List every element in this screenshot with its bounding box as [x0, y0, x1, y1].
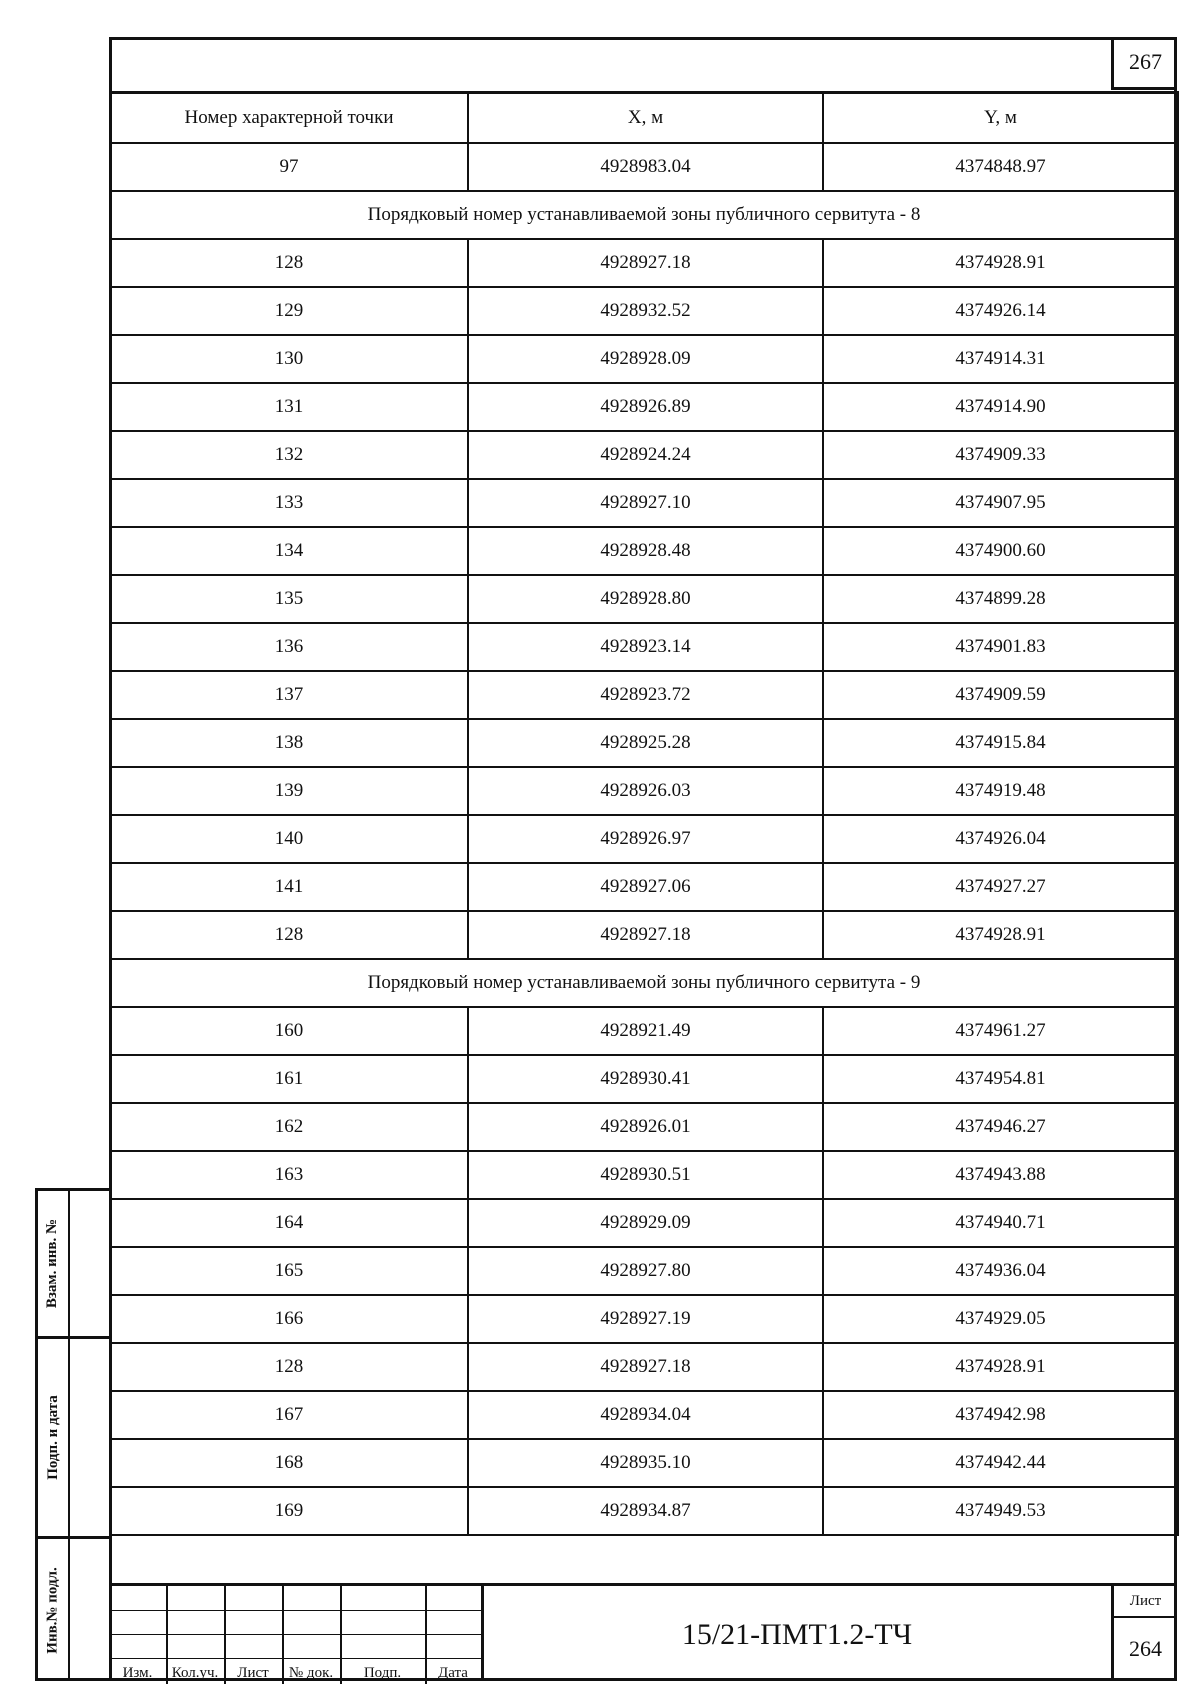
x-coordinate-cell: 4928927.18 — [468, 1343, 823, 1391]
point-number-cell: 128 — [110, 239, 468, 287]
section-heading-row — [110, 959, 1178, 1007]
x-coordinate-cell: 4928932.52 — [468, 287, 823, 335]
table-row — [110, 239, 1178, 287]
table-row — [110, 1343, 1178, 1391]
y-coordinate-cell: 4374909.33 — [823, 431, 1178, 479]
y-coordinate-cell: 4374848.97 — [823, 143, 1178, 191]
y-coordinate-cell: 4374899.28 — [823, 575, 1178, 623]
title-block-header-date: Дата — [438, 1665, 468, 1681]
table-row — [110, 287, 1178, 335]
table-row — [110, 719, 1178, 767]
y-coordinate-cell: 4374907.95 — [823, 479, 1178, 527]
table-row — [110, 1247, 1178, 1295]
x-coordinate-cell: 4928921.49 — [468, 1007, 823, 1055]
x-coordinate-cell: 4928927.10 — [468, 479, 823, 527]
point-number-cell: 161 — [110, 1055, 468, 1103]
x-coordinate-cell: 4928926.97 — [468, 815, 823, 863]
table-row — [110, 1487, 1178, 1535]
x-coordinate-cell: 4928929.09 — [468, 1199, 823, 1247]
table-row — [110, 863, 1178, 911]
x-coordinate-cell: 4928928.48 — [468, 527, 823, 575]
point-number-cell: 139 — [110, 767, 468, 815]
y-coordinate-cell: 4374919.48 — [823, 767, 1178, 815]
x-coordinate-cell: 4928927.06 — [468, 863, 823, 911]
y-coordinate-cell: 4374926.14 — [823, 287, 1178, 335]
x-coordinate-cell: 4928924.24 — [468, 431, 823, 479]
side-label-replaced-inv: Взам. инв. № — [38, 1191, 70, 1336]
x-coordinate-cell: 4928935.10 — [468, 1439, 823, 1487]
y-coordinate-cell: 4374914.31 — [823, 335, 1178, 383]
table-header-row — [110, 93, 1178, 144]
point-number-cell: 134 — [110, 527, 468, 575]
point-number-cell: 168 — [110, 1439, 468, 1487]
table-row — [110, 1151, 1178, 1199]
y-coordinate-cell: 4374949.53 — [823, 1487, 1178, 1535]
table-row — [110, 383, 1178, 431]
table-row — [110, 143, 1178, 191]
point-number-cell: 136 — [110, 623, 468, 671]
y-coordinate-cell: 4374909.59 — [823, 671, 1178, 719]
x-coordinate-cell: 4928925.28 — [468, 719, 823, 767]
y-coordinate-cell: 4374901.83 — [823, 623, 1178, 671]
table-row — [110, 1199, 1178, 1247]
sheet-number: 264 — [1129, 1636, 1162, 1661]
y-coordinate-cell: 4374928.91 — [823, 911, 1178, 959]
table-row — [110, 767, 1178, 815]
table-row — [110, 1439, 1178, 1487]
document-code: 15/21-ПМТ1.2-ТЧ — [483, 1583, 1111, 1684]
x-coordinate-cell: 4928930.41 — [468, 1055, 823, 1103]
y-coordinate-cell: 4374928.91 — [823, 239, 1178, 287]
x-coordinate-cell: 4928926.01 — [468, 1103, 823, 1151]
y-coordinate-cell: 4374954.81 — [823, 1055, 1178, 1103]
point-number-cell: 97 — [110, 143, 468, 191]
x-coordinate-cell: 4928930.51 — [468, 1151, 823, 1199]
x-coordinate-cell: 4928927.80 — [468, 1247, 823, 1295]
table-row — [110, 815, 1178, 863]
side-label-original-inv: Инв.№ подл. — [38, 1539, 70, 1681]
column-header-point: Номер характерной точки — [110, 93, 468, 144]
x-coordinate-cell: 4928934.87 — [468, 1487, 823, 1535]
point-number-cell: 132 — [110, 431, 468, 479]
x-coordinate-cell: 4928927.19 — [468, 1295, 823, 1343]
page-number-top: 267 — [1111, 37, 1177, 90]
x-coordinate-cell: 4928926.89 — [468, 383, 823, 431]
y-coordinate-cell: 4374946.27 — [823, 1103, 1178, 1151]
point-number-cell: 162 — [110, 1103, 468, 1151]
point-number-cell: 141 — [110, 863, 468, 911]
y-coordinate-cell: 4374943.88 — [823, 1151, 1178, 1199]
table-row — [110, 431, 1178, 479]
table-row — [110, 1055, 1178, 1103]
title-block-header-sheet: Лист — [237, 1665, 269, 1681]
table-row — [110, 527, 1178, 575]
y-coordinate-cell: 4374940.71 — [823, 1199, 1178, 1247]
point-number-cell: 163 — [110, 1151, 468, 1199]
point-number-cell: 160 — [110, 1007, 468, 1055]
table-row — [110, 575, 1178, 623]
y-coordinate-cell: 4374942.44 — [823, 1439, 1178, 1487]
y-coordinate-cell: 4374936.04 — [823, 1247, 1178, 1295]
point-number-cell: 165 — [110, 1247, 468, 1295]
x-coordinate-cell: 4928923.14 — [468, 623, 823, 671]
x-coordinate-cell: 4928923.72 — [468, 671, 823, 719]
point-number-cell: 164 — [110, 1199, 468, 1247]
section-title: Порядковый номер устанавливаемой зоны публичного сервитута - 9 — [110, 959, 1178, 1007]
x-coordinate-cell: 4928926.03 — [468, 767, 823, 815]
side-label-signature-date: Подп. и дата — [38, 1339, 70, 1536]
title-block-header-change: Изм. — [122, 1665, 153, 1681]
point-number-cell: 167 — [110, 1391, 468, 1439]
table-row — [110, 1103, 1178, 1151]
column-header-x: X, м — [468, 93, 823, 144]
y-coordinate-cell: 4374929.05 — [823, 1295, 1178, 1343]
title-block-header-count: Кол.уч. — [171, 1665, 219, 1681]
y-coordinate-cell: 4374926.04 — [823, 815, 1178, 863]
x-coordinate-cell: 4928928.09 — [468, 335, 823, 383]
point-number-cell: 135 — [110, 575, 468, 623]
y-coordinate-cell: 4374927.27 — [823, 863, 1178, 911]
y-coordinate-cell: 4374900.60 — [823, 527, 1178, 575]
point-number-cell: 140 — [110, 815, 468, 863]
table-body — [110, 143, 1178, 1535]
point-number-cell: 169 — [110, 1487, 468, 1535]
x-coordinate-cell: 4928927.18 — [468, 239, 823, 287]
x-coordinate-cell: 4928934.04 — [468, 1391, 823, 1439]
point-number-cell: 138 — [110, 719, 468, 767]
table-row — [110, 1007, 1178, 1055]
x-coordinate-cell: 4928928.80 — [468, 575, 823, 623]
point-number-cell: 133 — [110, 479, 468, 527]
table-row — [110, 335, 1178, 383]
table-row — [110, 911, 1178, 959]
point-number-cell: 166 — [110, 1295, 468, 1343]
coordinates-table — [109, 91, 1179, 1536]
table-row — [110, 1391, 1178, 1439]
table-row — [110, 479, 1178, 527]
y-coordinate-cell: 4374961.27 — [823, 1007, 1178, 1055]
point-number-cell: 130 — [110, 335, 468, 383]
title-block-grid — [109, 1583, 481, 1684]
y-coordinate-cell: 4374928.91 — [823, 1343, 1178, 1391]
side-stamp — [35, 1188, 109, 1681]
point-number-cell: 137 — [110, 671, 468, 719]
x-coordinate-cell: 4928983.04 — [468, 143, 823, 191]
table-row — [110, 1295, 1178, 1343]
table-row — [110, 671, 1178, 719]
section-heading-row — [110, 191, 1178, 239]
y-coordinate-cell: 4374915.84 — [823, 719, 1178, 767]
point-number-cell: 131 — [110, 383, 468, 431]
point-number-cell: 128 — [110, 911, 468, 959]
sheet-label: Лист — [1114, 1586, 1177, 1618]
point-number-cell: 128 — [110, 1343, 468, 1391]
title-block-header-doc: № док. — [288, 1665, 334, 1681]
y-coordinate-cell: 4374914.90 — [823, 383, 1178, 431]
table-row — [110, 623, 1178, 671]
section-title: Порядковый номер устанавливаемой зоны публичного сервитута - 8 — [110, 191, 1178, 239]
title-block-header-signature: Подп. — [363, 1665, 402, 1681]
sheet-number-box — [1111, 1583, 1177, 1681]
x-coordinate-cell: 4928927.18 — [468, 911, 823, 959]
y-coordinate-cell: 4374942.98 — [823, 1391, 1178, 1439]
column-header-y: Y, м — [823, 93, 1178, 144]
point-number-cell: 129 — [110, 287, 468, 335]
